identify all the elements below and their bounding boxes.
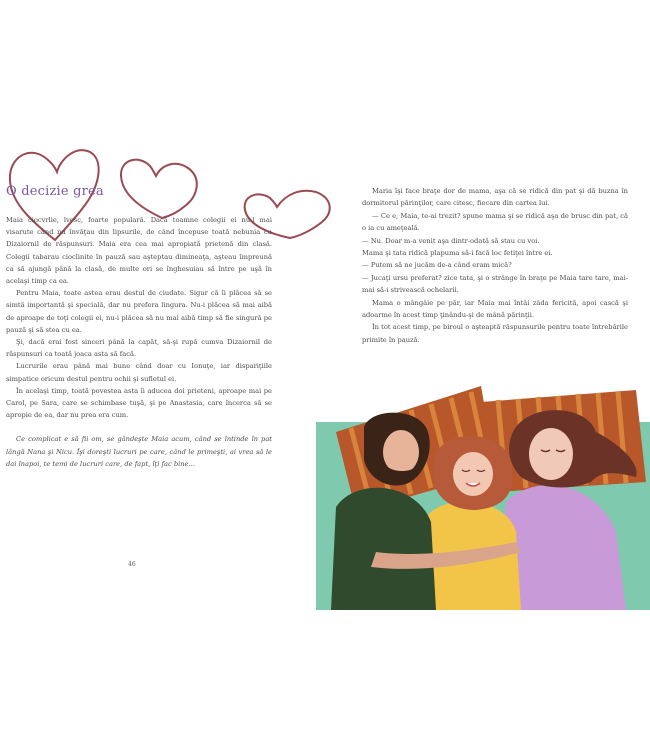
paragraph: Maia ciocvrlie, lvesc, foarte populară. Dacă toamne colegii ei nu-l mai visarute când nu învăţau din lipsurile, de când începuse toată nebunia cu Dizaiornil de răspunsuri. Maia era cea mai apropiată prietenă din clasă. Colegii tabarau cioclinite în pauză sau aşteptau dimineaţa, aşteau împreună ca să ajungă până la clasă, de multe ori se înghesuiau să între pe uşă în acelaşi timp ca ea. <box>6 216 272 286</box>
left-page-text <box>6 214 272 470</box>
paragraph: Pentru Maia, toate astea erau destul de ciudate. Sigur că îi plăcea să se simtă importantă şi specială, dar nu prefera lingura. Nu-i plăcea să mai aibă de aproape de toţi colegii ei, nu-i plăcea să nu mai aibă timp să fie singură pe pauză şi să stea cu ea. <box>6 289 272 334</box>
paragraph: Maria îşi face braţe dor de mama, aşa că se ridică din pat şi dă buzna în dormitorul părinţilor, care citesc, fiecare din cartea lui. <box>362 187 628 208</box>
paragraph: În acelaşi timp, toată povestea asta îi aducea doi prieteni, aproape mai pe Carol, pe Sara, care se schimbase tuşă, şi pe Anastasia, care încerca să se apropie de ea, dar nu prea era cum. <box>6 386 272 420</box>
heart-icon <box>121 160 197 218</box>
paragraph: — Nu. Doar m-a venit aşa dintr-odată să stau cu voi. <box>362 236 540 245</box>
paragraph: În tot acest timp, pe biroul o aşteaptă răspunsurile pentru toate întrebările primite în pauză. <box>362 323 628 344</box>
paragraph: — Ce e, Maia, te-ai trezit? spune mama şi se ridică aşa de brusc din pat, că o ia cu ameţeală. <box>362 211 628 233</box>
paragraph: Lucrurile erau până mai bune când doar cu Ionuţe, iar dispariţiile simpatice oricum destul pentru ochii şi sufletul ei. <box>6 362 272 383</box>
page-number: 46 <box>128 561 136 568</box>
paragraph: Mama şi tata ridică plapuma să-i facă loc fetiţei între ei. <box>362 249 553 258</box>
paragraph: Şi, dacă erai fost sinceri până la capăt, să-şi rupă cumva Dizaiornil de răspunsuri ca toată joaca asta să facă. <box>6 338 272 359</box>
paragraph: Mama o mângâie pe păr, iar Maia mai întâi zâda fericită, apoi cască şi adoarme în acest timp ţinându-şi de mână părinţii. <box>362 298 628 320</box>
paragraph: — Putem să ne jucăm de-a când eram mică? <box>362 261 512 270</box>
paragraph: — Jucaţi ursu preferat? zice tata, şi o strânge în braţe pe Maia tare tare, mai-mai să-i strivească ochelarii. <box>362 273 628 295</box>
chapter-title: O decizie grea <box>6 184 104 199</box>
italic-paragraph: Ce complicat e să fii om, se gândeşte Maia acum, când se întinde în pat lângă Nana şi Nicu. Îşi doreşti lucruri pe care, când le primeşti, ai vrea să le dai înapoi, te temi de lucruri care, de fapt, îţi fac bine... <box>6 435 272 468</box>
right-page-text <box>362 185 628 346</box>
family-illustration <box>316 382 650 610</box>
